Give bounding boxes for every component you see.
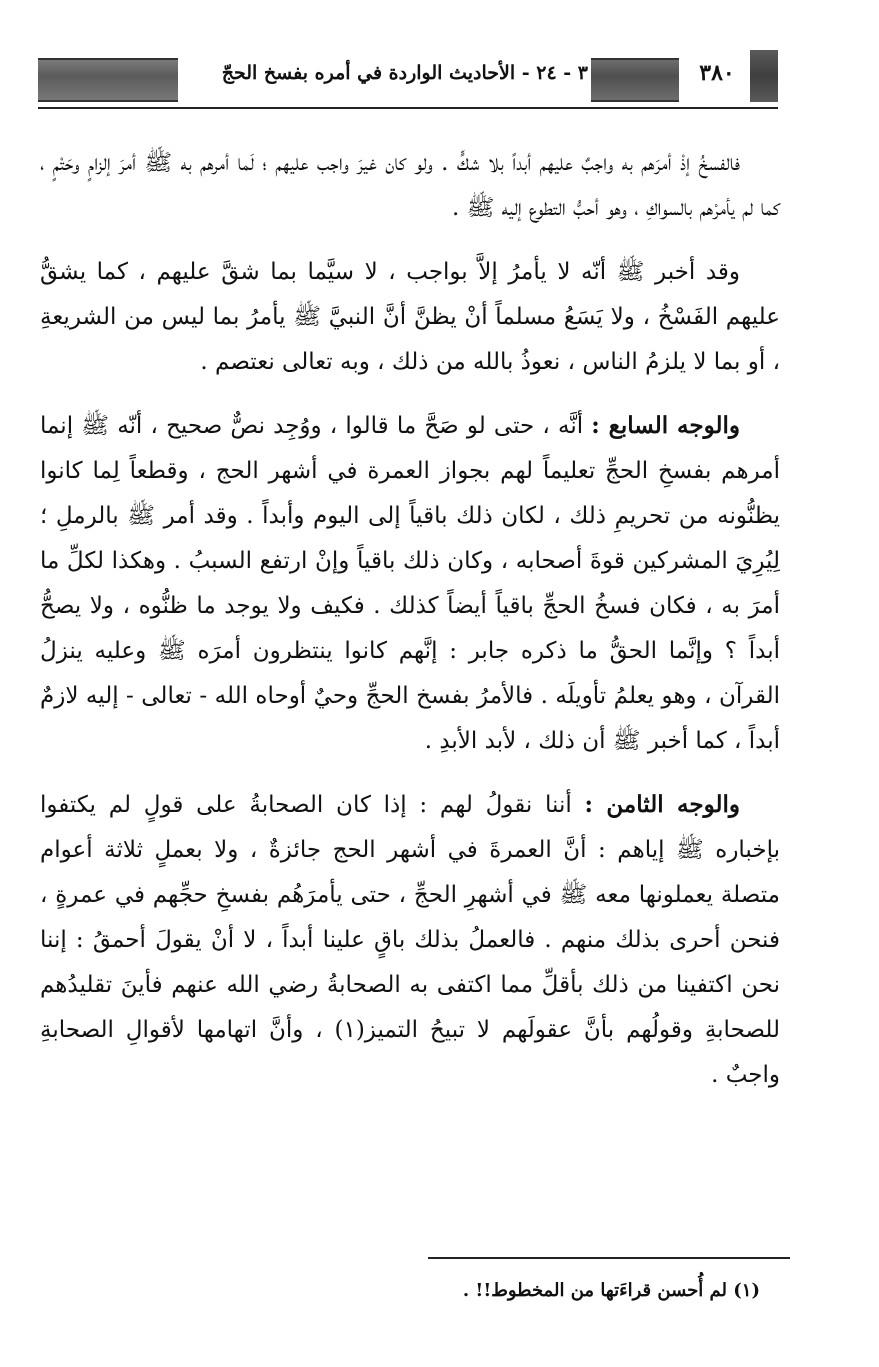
footnote: (١) لم أُحسن قراءَتها من المخطوط!! . — [462, 1280, 760, 1301]
header-decor-bar-right — [591, 58, 679, 102]
page-number: ٣٨٠ — [699, 60, 735, 86]
paragraph-text: أننا نقولُ لهم : إذا كان الصحابةُ على قولٍ لم يكتفوا بإخباره ﷺ إياهم : أنَّ العمرةَ في أشهر الحج جائزةٌ ، ولا بعملٍ ثلاثة أعوام متصلة يعملونها معه ﷺ في أشهرِ الحجِّ ، حتى يأمرَهُم بفسخِ حجِّهم في عمرةٍ ، فنحن أحرى بذلك منهم . فالعملُ بذلك باقٍ علينا أبداً ، لا أنْ يقولَ أحمقُ : إننا نحن اكتفينا من ذلك بأقلِّ مما اكتفى به الصحابةُ رضي الله عنهم فأينَ تقليدُهم للصحابةِ وقولُهم بأنَّ عقولَهم لا تبيحُ التميز(١) ، وأنَّ اتهامها لأقوالِ الصحابةِ واجبٌ . — [40, 792, 780, 1088]
header-decor-bar-left — [38, 58, 178, 102]
paragraph-3 — [40, 403, 780, 764]
paragraph-text: فالفسخُ إذْ أمرَهم به واجبٌ عليهم أبداً بلا شكٍّ . ولو كان غيرَ واجب عليهم ؛ لَما أمرهم به ﷺ أمرَ إلزامٍ وحَتْمٍ ، كما لم يأمرْهم بالسواكِ ، وهو أحبُّ التطوع إليه ﷺ . — [40, 150, 780, 221]
running-header — [38, 50, 773, 104]
paragraph-2 — [40, 249, 780, 385]
paragraph-text: أنَّه ، حتى لو صَحَّ ما قالوا ، ووُجِد نصٌّ صحيح ، أنّه ﷺ إنما أمرهم بفسخِ الحجِّ تعليماً لهم بجواز العمرة في أشهر الحج ، وقطعاً لِما كانوا يظنُّونه من تحريمِ ذلك ، لكان ذلك باقياً إلى اليوم وأبداً . وقد أمر ﷺ بالرملِ ؛ لِيُرِيَ المشركين قوةَ أصحابه ، وكان ذلك باقياً وإنْ ارتفع السببُ . وهكذا لكلِّ ما أمرَ به ، فكان فسخُ الحجِّ باقياً أيضاً كذلك . فكيف ولا يوجد ما ظنُّوه ، ولا يصحُّ أبداً ؟ وإنَّما الحقُّ ما ذكره جابر : إنَّهم كانوا ينتظرون أمرَه ﷺ وعليه ينزلُ القرآن ، وهو يعلمُ تأويلَه . فالأمرُ بفسخ الحجِّ وحيٌ أوحاه الله - تعالى - إليه لازمٌ أبداً ، كما أخبر ﷺ أن ذلك ، لأبد الأبدِ . — [40, 413, 780, 754]
paragraph-text: وقد أخبر ﷺ أنّه لا يأمرُ إلاَّ بواجب ، لا سيَّما بما شقَّ عليهم ، كما يشقُّ عليهم الفَسْخُ ، ولا يَسَعُ مسلماً أنْ يظنَّ أنَّ النبيَّ ﷺ يأمرُ بما ليس من الشريعةِ ، أو بما لا يلزمُ الناس ، نعوذُ بالله من ذلك ، وبه تعالى نعتصم . — [40, 259, 780, 375]
footnote-rule — [428, 1257, 790, 1259]
header-title: ٣ - ٢٤ - الأحاديث الواردة في أمره بفسخ الحجّ — [221, 62, 588, 84]
paragraph-lead: والوجه السابع : — [591, 412, 740, 439]
paragraph-4 — [40, 782, 780, 1098]
paragraph-lead: والوجه الثامن : — [584, 791, 740, 818]
header-decor-bar-end — [750, 50, 778, 102]
header-rule — [38, 107, 778, 109]
paragraph-1 — [40, 140, 780, 231]
body-text — [40, 140, 780, 1116]
